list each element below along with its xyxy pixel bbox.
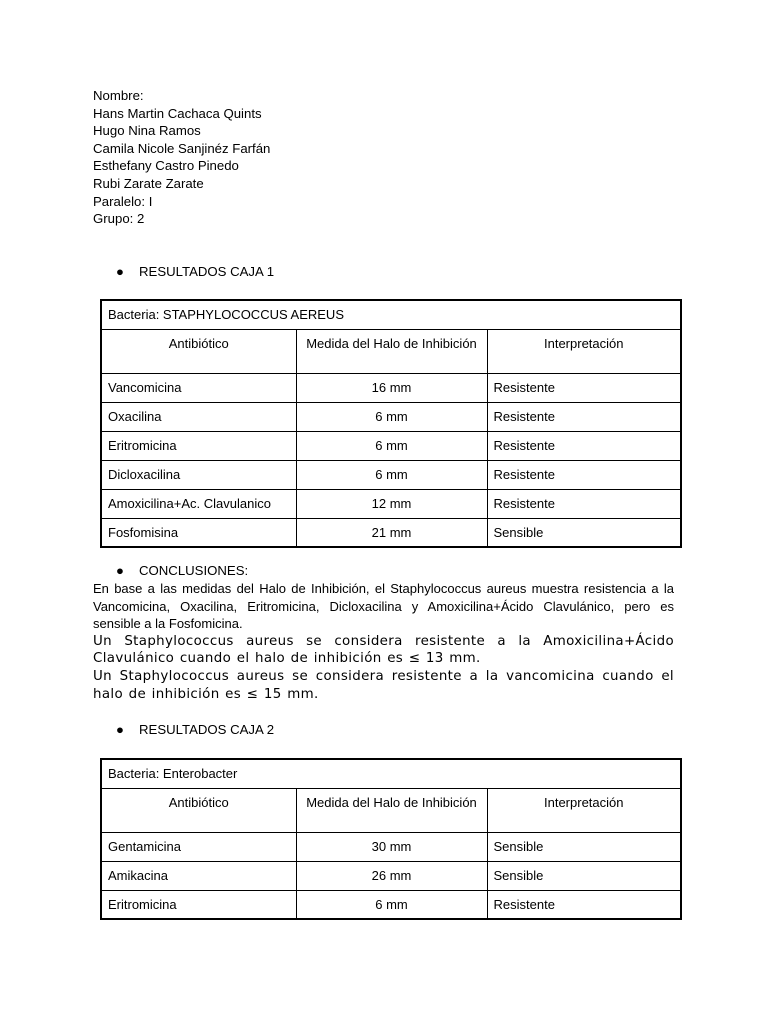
bullet-icon: ● [116, 722, 124, 737]
result-cell: Resistente [487, 460, 681, 489]
paralelo: Paralelo: I [93, 193, 153, 209]
halo-cell: 21 mm [296, 518, 487, 547]
column-header-interpretation: Interpretación [487, 788, 681, 832]
halo-cell: 12 mm [296, 489, 487, 518]
bacteria-label: Bacteria: STAPHYLOCOCCUS AEREUS [101, 300, 681, 329]
result-cell: Sensible [487, 861, 681, 890]
result-cell: Sensible [487, 832, 681, 861]
halo-cell: 16 mm [296, 373, 487, 402]
result-cell: Resistente [487, 373, 681, 402]
section-1-title: RESULTADOS CAJA 1 [139, 264, 275, 279]
result-cell: Resistente [487, 431, 681, 460]
bullet-icon: ● [116, 264, 124, 279]
member-name: Rubi Zarate Zarate [93, 175, 204, 191]
column-header-antibiotic: Antibiótico [101, 329, 296, 373]
member-name: Hans Martin Cachaca Quints [93, 105, 262, 121]
results-table-2 [100, 758, 682, 920]
section-2-title: RESULTADOS CAJA 2 [139, 722, 275, 737]
conclusion-paragraph: Un Staphylococcus aureus se considera resistente a la vancomicina cuando el halo de inhibición es ≤ 15 mm. [93, 669, 674, 702]
section-2-heading [116, 721, 274, 738]
conclusions-text [93, 580, 674, 704]
table-row [101, 861, 681, 890]
bullet-icon: ● [116, 563, 124, 578]
antibiotic-cell: Fosfomisina [101, 518, 296, 547]
bacteria-label: Bacteria: Enterobacter [101, 759, 681, 788]
conclusion-paragraph: En base a las medidas del Halo de Inhibición, el Staphylococcus aureus muestra resistencia a la Vancomicina, Oxacilina, Eritromicina, Dicloxacilina y Amoxicilina+Ácido Clavulánico, pero es sensible a la Fosfomicina. [93, 581, 674, 631]
table-row [101, 890, 681, 919]
antibiotic-cell: Eritromicina [101, 890, 296, 919]
halo-cell: 6 mm [296, 460, 487, 489]
antibiotic-cell: Eritromicina [101, 431, 296, 460]
table-row [101, 402, 681, 431]
halo-cell: 6 mm [296, 431, 487, 460]
member-name: Esthefany Castro Pinedo [93, 158, 239, 174]
halo-cell: 6 mm [296, 402, 487, 431]
conclusion-paragraph: Un Staphylococcus aureus se considera resistente a la Amoxicilina+Ácido Clavulánico cuando el halo de inhibición es ≤ 13 mm. [93, 633, 674, 667]
grupo: Grupo: 2 [93, 211, 145, 227]
member-name: Hugo Nina Ramos [93, 123, 201, 139]
result-cell: Resistente [487, 489, 681, 518]
table-row [101, 832, 681, 861]
conclusions-title: CONCLUSIONES: [139, 563, 249, 578]
results-table-1 [100, 299, 682, 548]
antibiotic-cell: Oxacilina [101, 402, 296, 431]
table-row [101, 489, 681, 518]
table-row [101, 518, 681, 547]
column-header-interpretation: Interpretación [487, 329, 681, 373]
column-header-antibiotic: Antibiótico [101, 788, 296, 832]
result-cell: Resistente [487, 402, 681, 431]
column-header-halo: Medida del Halo de Inhibición [296, 788, 487, 832]
antibiotic-cell: Amikacina [101, 861, 296, 890]
group-info [93, 87, 270, 228]
antibiotic-cell: Gentamicina [101, 832, 296, 861]
antibiotic-cell: Vancomicina [101, 373, 296, 402]
halo-cell: 30 mm [296, 832, 487, 861]
table-row [101, 431, 681, 460]
section-1-heading [116, 263, 274, 280]
antibiotic-cell: Amoxicilina+Ac. Clavulanico [101, 489, 296, 518]
result-cell: Resistente [487, 890, 681, 919]
name-label: Nombre: [93, 88, 144, 103]
table-row [101, 373, 681, 402]
table-row [101, 460, 681, 489]
column-header-halo: Medida del Halo de Inhibición [296, 329, 487, 373]
member-name: Camila Nicole Sanjinéz Farfán [93, 140, 271, 156]
halo-cell: 26 mm [296, 861, 487, 890]
antibiotic-cell: Dicloxacilina [101, 460, 296, 489]
halo-cell: 6 mm [296, 890, 487, 919]
conclusions-heading [116, 562, 248, 579]
result-cell: Sensible [487, 518, 681, 547]
